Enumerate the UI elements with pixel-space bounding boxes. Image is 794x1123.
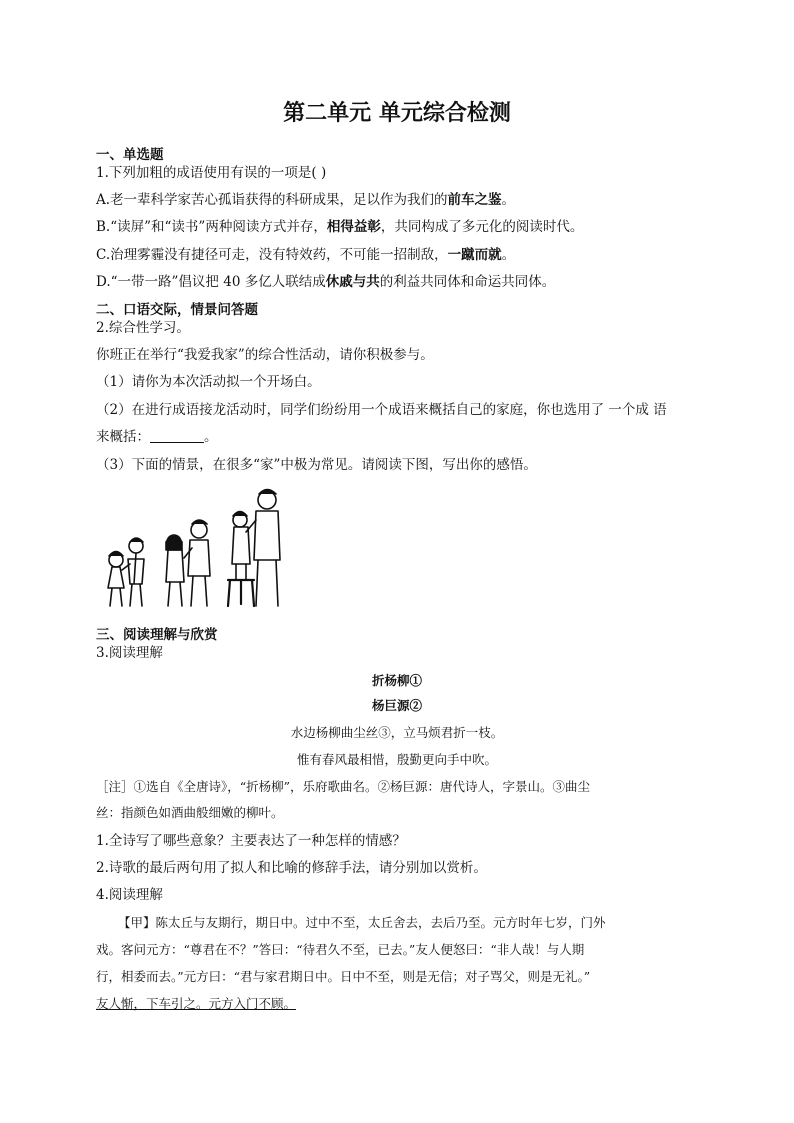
option-d: [96, 273, 555, 291]
child-pair-1: [108, 538, 144, 606]
question-3-stem: 3.阅读理解: [96, 645, 163, 661]
option-c-idiom: 一蹴而就: [447, 247, 502, 263]
poem-note-1: ［注］①选自《全唐诗》，“折杨柳”，乐府歌曲名。②杨巨源：唐代诗人，字景山。③曲尘: [96, 779, 591, 794]
poem-note-2: 丝：指颜色如酒曲般细嫩的柳叶。: [96, 805, 284, 820]
option-a-text: A.老一辈科学家苦心孤诣获得的科研成果，足以作为我们的: [96, 192, 448, 208]
option-b-end: ，共同构成了多元化的阅读时代。: [380, 219, 584, 235]
option-b-text: B.“读屏”和“读书”两种阅读方式并存，: [96, 219, 327, 235]
classical-text-line-2: 戏。客问元方：“尊君在不？”答曰：“待君久不至，已去。”友人便怒曰：“非人哉！与人期: [96, 942, 585, 957]
classical-text-line-4: 友人惭，下车引之。元方入门不顾。: [96, 996, 297, 1011]
classical-text-line-1: 【甲】陈太丘与友期行，期日中。过中不至，太丘舍去，去后乃至。元方时年七岁，门外: [118, 915, 606, 930]
section-heading-reading: 三、阅读理解与欣赏: [96, 627, 218, 643]
section-heading-single-choice: 一、单选题: [96, 147, 164, 163]
poem-title: 折杨柳①: [371, 673, 422, 688]
poem-author: 杨巨源②: [371, 698, 422, 713]
question-1-stem: 1.下列加粗的成语使用有误的一项是( ): [96, 165, 327, 181]
classical-text-line-3: 行，相委而去。”元方曰：“君与家君期日中。日中不至，则是无信；对子骂父，则是无礼。”: [96, 969, 591, 984]
option-b: [96, 218, 583, 236]
question-2-part-2: （2）在进行成语接龙活动时，同学们纷纷用一个成语来概括自己的家庭，你也选用了 一个成 语: [96, 402, 667, 418]
answer-prompt: 来概括：: [96, 429, 150, 445]
question-4-stem: 4.阅读理解: [96, 887, 163, 903]
option-a: [96, 191, 515, 209]
option-a-end: 。: [501, 192, 516, 208]
option-c-text: C.治理雾霾没有捷径可走，没有特效药，不可能一招制敌，: [96, 247, 448, 263]
child-pair-2: [166, 520, 210, 606]
adult-pair: [228, 490, 280, 607]
option-d-text: D.“一带一路”倡议把 40 多亿人联结成: [96, 274, 326, 290]
question-2-part-2-answer: [96, 428, 218, 446]
poem-line-2: 惟有春风最相惜，殷勤更向手中吹。: [296, 752, 497, 767]
question-2-stem: 2.综合性学习。: [96, 320, 190, 336]
option-a-idiom: 前车之鉴: [447, 192, 502, 208]
option-d-end: 的利益共同体和命运共同体。: [379, 274, 556, 290]
question-2-part-3: （3）下面的情景，在很多“家”中极为常见。请阅读下图，写出你的感悟。: [96, 457, 537, 473]
answer-blank[interactable]: [150, 428, 204, 443]
question-2-intro: 你班正在举行“我爱我家”的综合性活动，请你积极参与。: [96, 347, 434, 363]
poem-line-1: 水边杨柳曲尘丝③，立马烦君折一枝。: [290, 725, 504, 740]
section-heading-oral: 二、口语交际，情景问答题: [96, 302, 258, 318]
question-2-part-1: （1）请你为本次活动拟一个开场白。: [96, 374, 321, 390]
question-3-sub-2: 2.诗歌的最后两句用了拟人和比喻的修辞手法，请分别加以赏析。: [96, 860, 487, 876]
option-b-idiom: 相得益彰: [326, 219, 381, 235]
family-illustration: [96, 484, 286, 614]
answer-end: 。: [204, 429, 218, 445]
question-3-sub-1: 1.全诗写了哪些意象？主要表达了一种怎样的情感？: [96, 833, 406, 849]
option-c: [96, 246, 515, 264]
page-title: 第二单元 单元综合检测: [283, 101, 511, 126]
option-d-idiom: 休戚与共: [325, 274, 380, 290]
option-c-end: 。: [501, 247, 516, 263]
